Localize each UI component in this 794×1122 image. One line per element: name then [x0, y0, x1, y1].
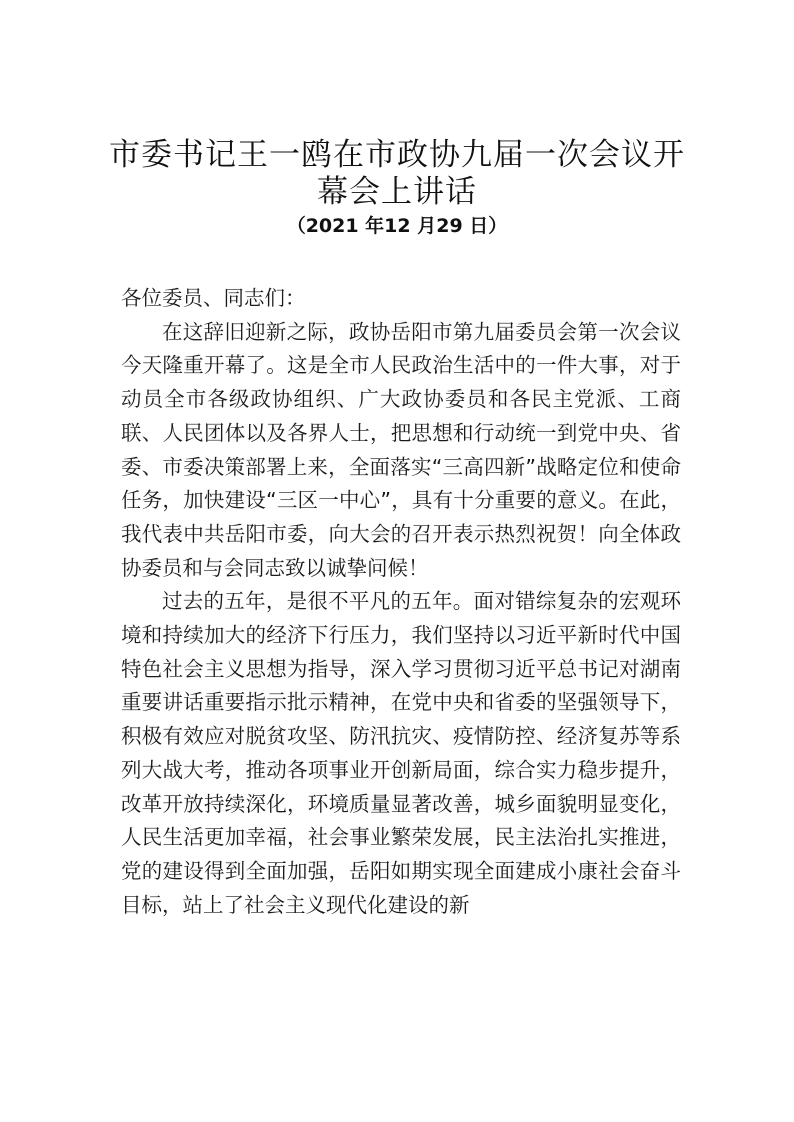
paragraph-2: 过去的五年，是很不平凡的五年。面对错综复杂的宏观环境和持续加大的经济下行压力，我们坚持以习近平新时代中国特色社会主义思想为指导，深入学习贯彻习近平总书记对湖南重要讲话重要指示批示精神，在党中央和省委的坚强领导下，积极有效应对脱贫攻坚、防汛抗灾、疫情防控、经济复苏等系列大战大考，推动各项事业开创新局面，综合实力稳步提升，改革开放持续深化，环境质量显著改善，城乡面貌明显变化，人民生活更加幸福，社会事业繁荣发展，民主法治扎实推进，党的建设得到全面加强，岳阳如期实现全面建成小康社会奋斗目标，站上了社会主义现代化建设的新: [121, 589, 681, 917]
salutation: 各位委员、同志们：: [121, 286, 306, 310]
speech-date: （2021 年12 月29 日）: [286, 215, 508, 237]
speech-title-line-1: 市委书记王一鸥在市政协九届一次会议开: [109, 137, 685, 173]
paragraph-1: 在这辞旧迎新之际，政协岳阳市第九届委员会第一次会议今天隆重开幕了。这是全市人民政治生活中的一件大事，对于动员全市各级政协组织、广大政协委员和各民主党派、工商联、人民团体以及各界人士，把思想和行动统一到党中央、省委、市委决策部署上来，全面落实“三高四新”战略定位和使命任务，加快建设“三区一中心”，具有十分重要的意义。在此，我代表中共岳阳市委，向大会的召开表示热烈祝贺！向全体政协委员和与会同志致以诚挚问候！: [121, 319, 681, 580]
speech-body: [121, 282, 681, 922]
speech-title-line-2: 幕会上讲话: [317, 174, 477, 210]
